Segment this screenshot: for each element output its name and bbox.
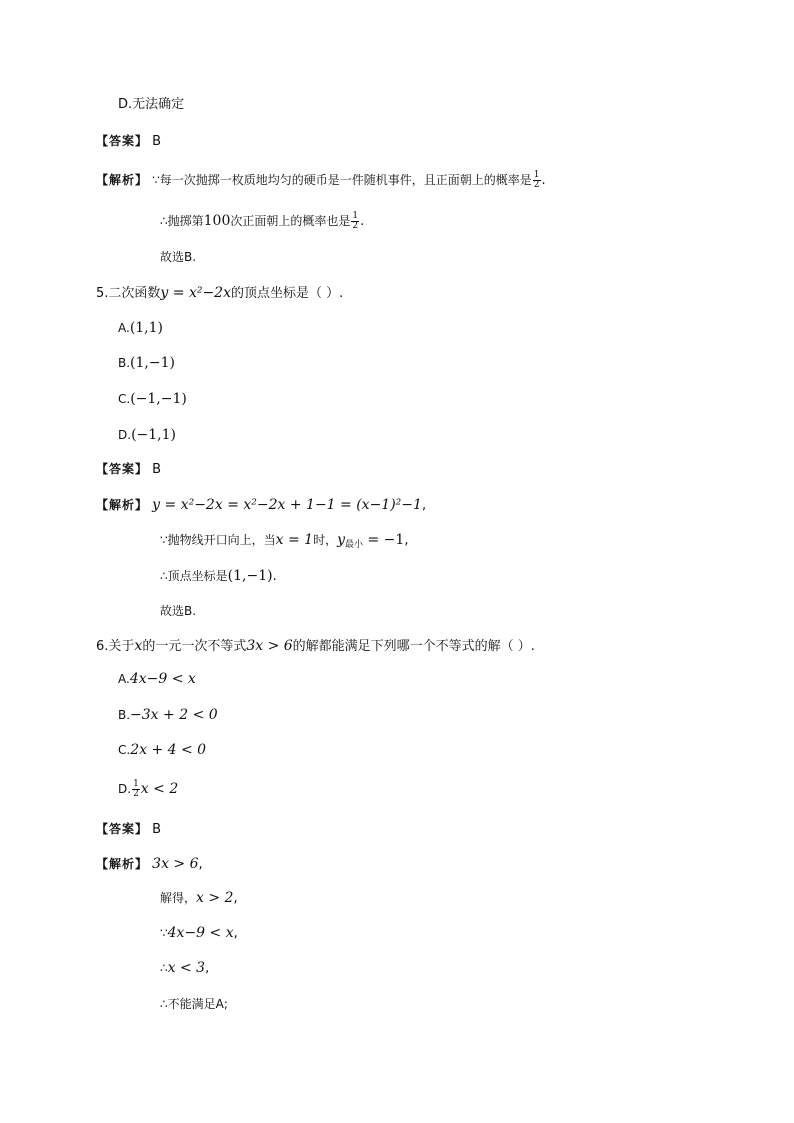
q6-option-b: B.−3x + 2 < 0: [118, 707, 218, 723]
q4-analysis-line-3: 故选B.: [160, 250, 197, 264]
q5-option-d: D.(−1,1): [118, 427, 176, 443]
q4-analysis-line-1: 【解析】 ∵每一次抛掷一枚质地均匀的硬币是一件随机事件，且正面朝上的概率是 $\frac{1}{2}$ .: [96, 170, 546, 190]
analysis-tag: 【解析】: [96, 498, 149, 512]
q6-analysis-line-5: ∴不能满足A;: [160, 997, 228, 1011]
analysis-tag: 【解析】: [96, 173, 149, 187]
q5-analysis-line-4: 故选B.: [160, 604, 197, 618]
answer-value: B: [152, 134, 162, 149]
fraction: $\frac{1}{2}$: [133, 779, 139, 799]
answer-tag: 【答案】: [96, 822, 149, 836]
q5-stem: 5.二次函数y = x²−2x的顶点坐标是（ ）.: [96, 285, 344, 301]
q6-analysis-line-2: 解得，x > 2,: [160, 890, 238, 906]
q6-option-c: C.2x + 4 < 0: [118, 742, 207, 758]
q5-analysis-line-2: ∵抛物线开口向上，当x = 1时，$y_{最小} = -1$,: [160, 532, 409, 550]
q5-analysis-line-3: ∴顶点坐标是(1,−1).: [160, 568, 277, 584]
q6-stem: 6.关于x的一元一次不等式3x > 6的解都能满足下列哪一个不等式的解（ ）.: [96, 638, 535, 654]
answer-tag: 【答案】: [96, 134, 149, 148]
answer-tag: 【答案】: [96, 462, 149, 476]
q4-analysis-line-2: ∴抛掷第100次正面朝上的概率也是 $\frac{1}{2}$ .: [160, 211, 365, 231]
q6-answer-line: [96, 819, 161, 840]
q6-analysis-line-4: ∴x < 3,: [160, 960, 210, 976]
q6-analysis-line-3: ∵4x−9 < x,: [160, 925, 238, 941]
fraction: $\frac{1}{2}$: [352, 211, 359, 231]
analysis-tag: 【解析】: [96, 857, 149, 871]
q5-option-a: A.(1,1): [118, 320, 164, 336]
q6-option-d: D. $\frac{1}{2}$ x < 2: [118, 779, 179, 799]
q5-answer-line: [96, 459, 161, 480]
answer-value: B: [152, 462, 162, 477]
answer-value: B: [152, 822, 162, 837]
q6-option-a: A.4x−9 < x: [118, 671, 196, 687]
q5-analysis-line-1: 【解析】 y = x²−2x = x²−2x + 1−1 = (x−1)²−1,: [96, 497, 427, 513]
q5-option-b: B.(1,−1): [118, 355, 175, 371]
analysis-text: ∵每一次抛掷一枚质地均匀的硬币是一件随机事件，且正面朝上的概率是: [152, 173, 532, 187]
q4-option-d: D.无法确定: [118, 97, 185, 112]
q5-option-c: C.(−1,−1): [118, 391, 187, 407]
fraction: $\frac{1}{2}$: [533, 170, 540, 190]
q4-answer-line: [96, 131, 161, 152]
q6-analysis-line-1: 【解析】 3x > 6,: [96, 856, 203, 872]
